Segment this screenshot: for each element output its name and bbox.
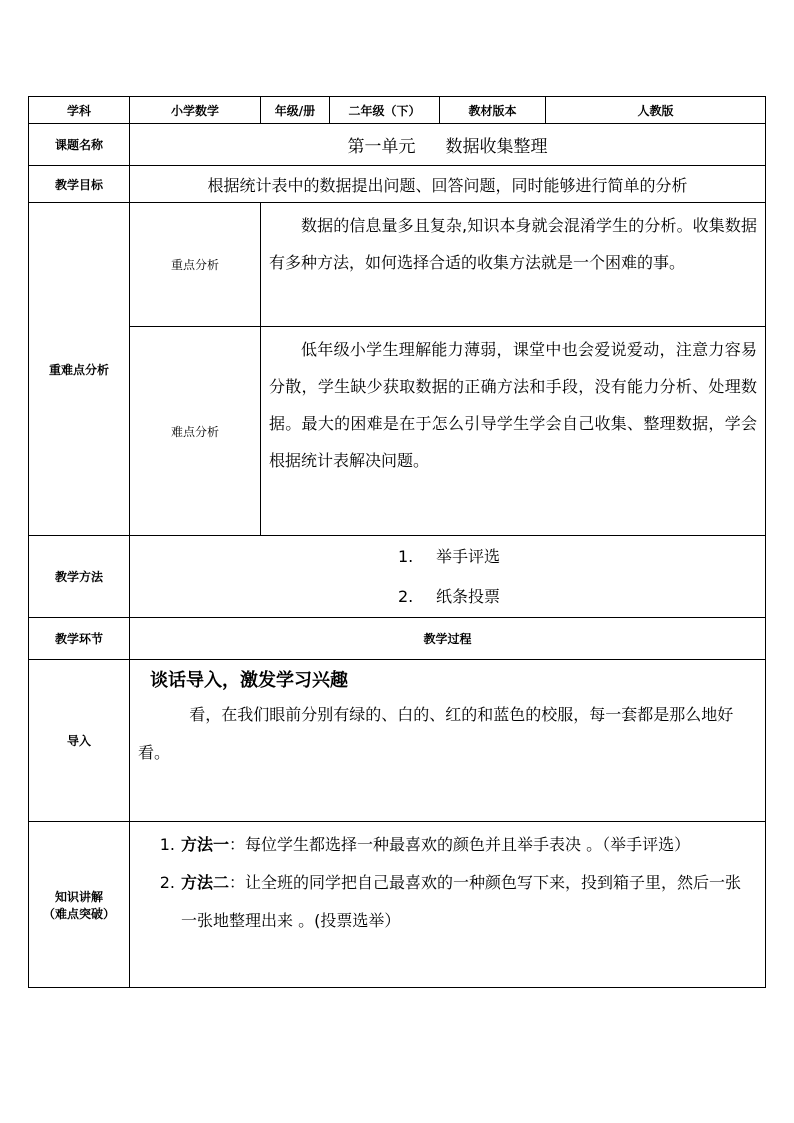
grade-label: 年级/册 [261, 97, 330, 124]
key-text: 数据的信息量多且复杂,知识本身就会混淆学生的分析。收集数据有多种方法，如何选择合适的收集方法就是一个困难的事。 [269, 216, 757, 272]
knowledge-item-text: ：每位学生都选择一种最喜欢的颜色并且举手表决 。（举手评选） [229, 835, 691, 854]
intro-row [29, 660, 766, 822]
difficult-label: 难点分析 [130, 327, 261, 536]
topic-cell [130, 124, 766, 166]
goal-text: 根据统计表中的数据提出问题、回答问题，同时能够进行简单的分析 [130, 166, 766, 203]
knowledge-sublabel: （难点突破） [42, 906, 115, 921]
subject-label: 学科 [29, 97, 130, 124]
method-num: 1. [398, 546, 414, 566]
stage-label: 教学环节 [29, 618, 130, 660]
methods-row [29, 536, 766, 618]
knowledge-row [29, 822, 766, 988]
analysis-label: 重难点分析 [29, 203, 130, 536]
knowledge-item-method: 方法一 [181, 835, 230, 854]
knowledge-cell [130, 822, 766, 988]
method-item [130, 537, 765, 577]
intro-cell [130, 660, 766, 822]
methods-cell [130, 536, 766, 618]
method-text: 举手评选 [436, 546, 501, 566]
key-label: 重点分析 [130, 203, 261, 327]
info-row [29, 97, 766, 124]
grade-value: 二年级（下） [330, 97, 440, 124]
knowledge-label: 知识讲解 [54, 889, 103, 904]
edition-label: 教材版本 [440, 97, 546, 124]
knowledge-item-method: 方法二 [181, 873, 230, 892]
goal-label: 教学目标 [29, 166, 130, 203]
topic-row [29, 124, 766, 166]
lesson-plan-table [28, 96, 766, 988]
difficult-analysis-row [29, 327, 766, 536]
knowledge-item [130, 864, 765, 940]
method-text: 纸条投票 [436, 586, 501, 606]
intro-text: 看，在我们眼前分别有绿的、白的、红的和蓝色的校服，每一套都是那么地好看。 [138, 705, 734, 762]
edition-value: 人教版 [546, 97, 766, 124]
knowledge-item [130, 826, 765, 864]
knowledge-item-num: 1. [159, 835, 175, 854]
knowledge-item-num: 2. [159, 873, 175, 892]
method-item [130, 577, 765, 617]
knowledge-item-text: ：让全班的同学把自己最喜欢的一种颜色写下来，投到箱子里，然后一张一张地整理出来 。(投票选举） [181, 873, 742, 930]
methods-label: 教学方法 [29, 536, 130, 618]
topic-unit: 第一单元 [347, 137, 416, 157]
process-label: 教学过程 [130, 618, 766, 660]
subject-value: 小学数学 [130, 97, 261, 124]
intro-label: 导入 [29, 660, 130, 822]
topic-label: 课题名称 [29, 124, 130, 166]
key-cell [261, 203, 766, 327]
difficult-cell [261, 327, 766, 536]
goal-row [29, 166, 766, 203]
method-num: 2. [398, 586, 414, 606]
topic-title: 数据收集整理 [445, 137, 548, 157]
knowledge-label-cell [29, 822, 130, 988]
difficult-text: 低年级小学生理解能力薄弱，课堂中也会爱说爱动，注意力容易分散，学生缺少获取数据的正确方法和手段，没有能力分析、处理数据。最大的困难是在于怎么引导学生学会自己收集、整理数据，学会根据统计表解决问题。 [269, 340, 757, 470]
intro-title: 谈话导入，激发学习兴趣 [150, 670, 348, 691]
process-header-row [29, 618, 766, 660]
key-analysis-row [29, 203, 766, 327]
